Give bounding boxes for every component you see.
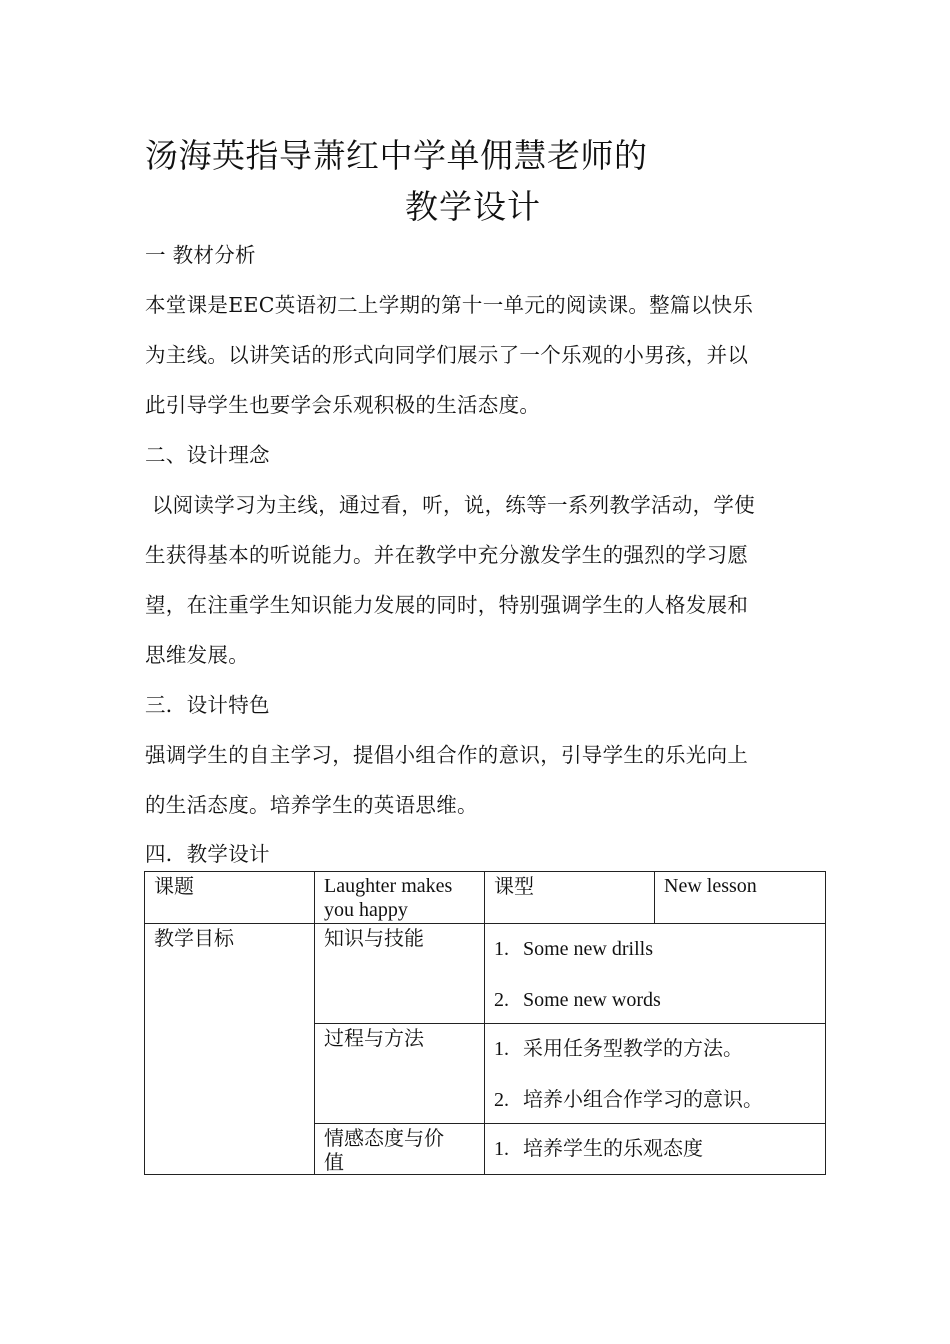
lesson-type-label-cell: 课型 — [485, 872, 655, 924]
lesson-type-value-cell: New lesson — [655, 872, 826, 924]
teaching-goals-label-cell: 教学目标 — [145, 924, 315, 1175]
paragraph-line: 望，在注重学生知识能力发展的同时，特别强调学生的人格发展和 — [145, 593, 749, 617]
paragraph-line: 为主线。以讲笑话的形式向同学们展示了一个乐观的小男孩，并以 — [145, 343, 749, 367]
section-heading-teaching-design: 四．教学设计 — [145, 842, 270, 866]
list-item: 1. Some new drills — [494, 938, 653, 960]
paragraph-line: 思维发展。 — [145, 643, 249, 667]
lesson-design-table — [144, 871, 826, 1175]
topic-label-cell: 课题 — [145, 872, 315, 924]
paragraph-line: 本堂课是EEC英语初二上学期的第十一单元的阅读课。整篇以快乐 — [145, 293, 754, 317]
section-heading-design-concept: 二、设计理念 — [145, 443, 270, 467]
topic-value-cell: Laughter makes you happy — [315, 872, 485, 924]
process-methods-label-cell: 过程与方法 — [315, 1024, 485, 1124]
list-item: 1. 培养学生的乐观态度 — [494, 1136, 703, 1160]
table-row — [145, 872, 826, 924]
knowledge-skills-label-cell: 知识与技能 — [315, 924, 485, 1024]
section-heading-material-analysis: 一 教材分析 — [145, 243, 256, 267]
emotion-values-label-cell: 情感态度与价值 — [315, 1124, 485, 1175]
paragraph-line: 生获得基本的听说能力。并在教学中充分激发学生的强烈的学习愿 — [145, 543, 749, 567]
list-item: 2. 培养小组合作学习的意识。 — [494, 1087, 763, 1111]
document-title: 汤海英指导萧红中学单佣慧老师的 — [145, 136, 648, 175]
document-subtitle: 教学设计 — [405, 187, 541, 226]
list-item: 2. Some new words — [494, 989, 661, 1011]
paragraph-line: 强调学生的自主学习，提倡小组合作的意识，引导学生的乐光向上 — [145, 743, 749, 767]
knowledge-skills-items-cell — [485, 924, 826, 1024]
paragraph-line: 的生活态度。培养学生的英语思维。 — [145, 793, 478, 817]
section-heading-design-features: 三．设计特色 — [145, 693, 270, 717]
table-row — [145, 924, 826, 1024]
emotion-values-items-cell — [485, 1124, 826, 1175]
list-item: 1. 采用任务型教学的方法。 — [494, 1036, 743, 1060]
paragraph-line: 此引导学生也要学会乐观积极的生活态度。 — [145, 393, 541, 417]
process-methods-items-cell — [485, 1024, 826, 1124]
paragraph-line: 以阅读学习为主线，通过看，听，说，练等一系列教学活动，学使 — [145, 493, 756, 517]
